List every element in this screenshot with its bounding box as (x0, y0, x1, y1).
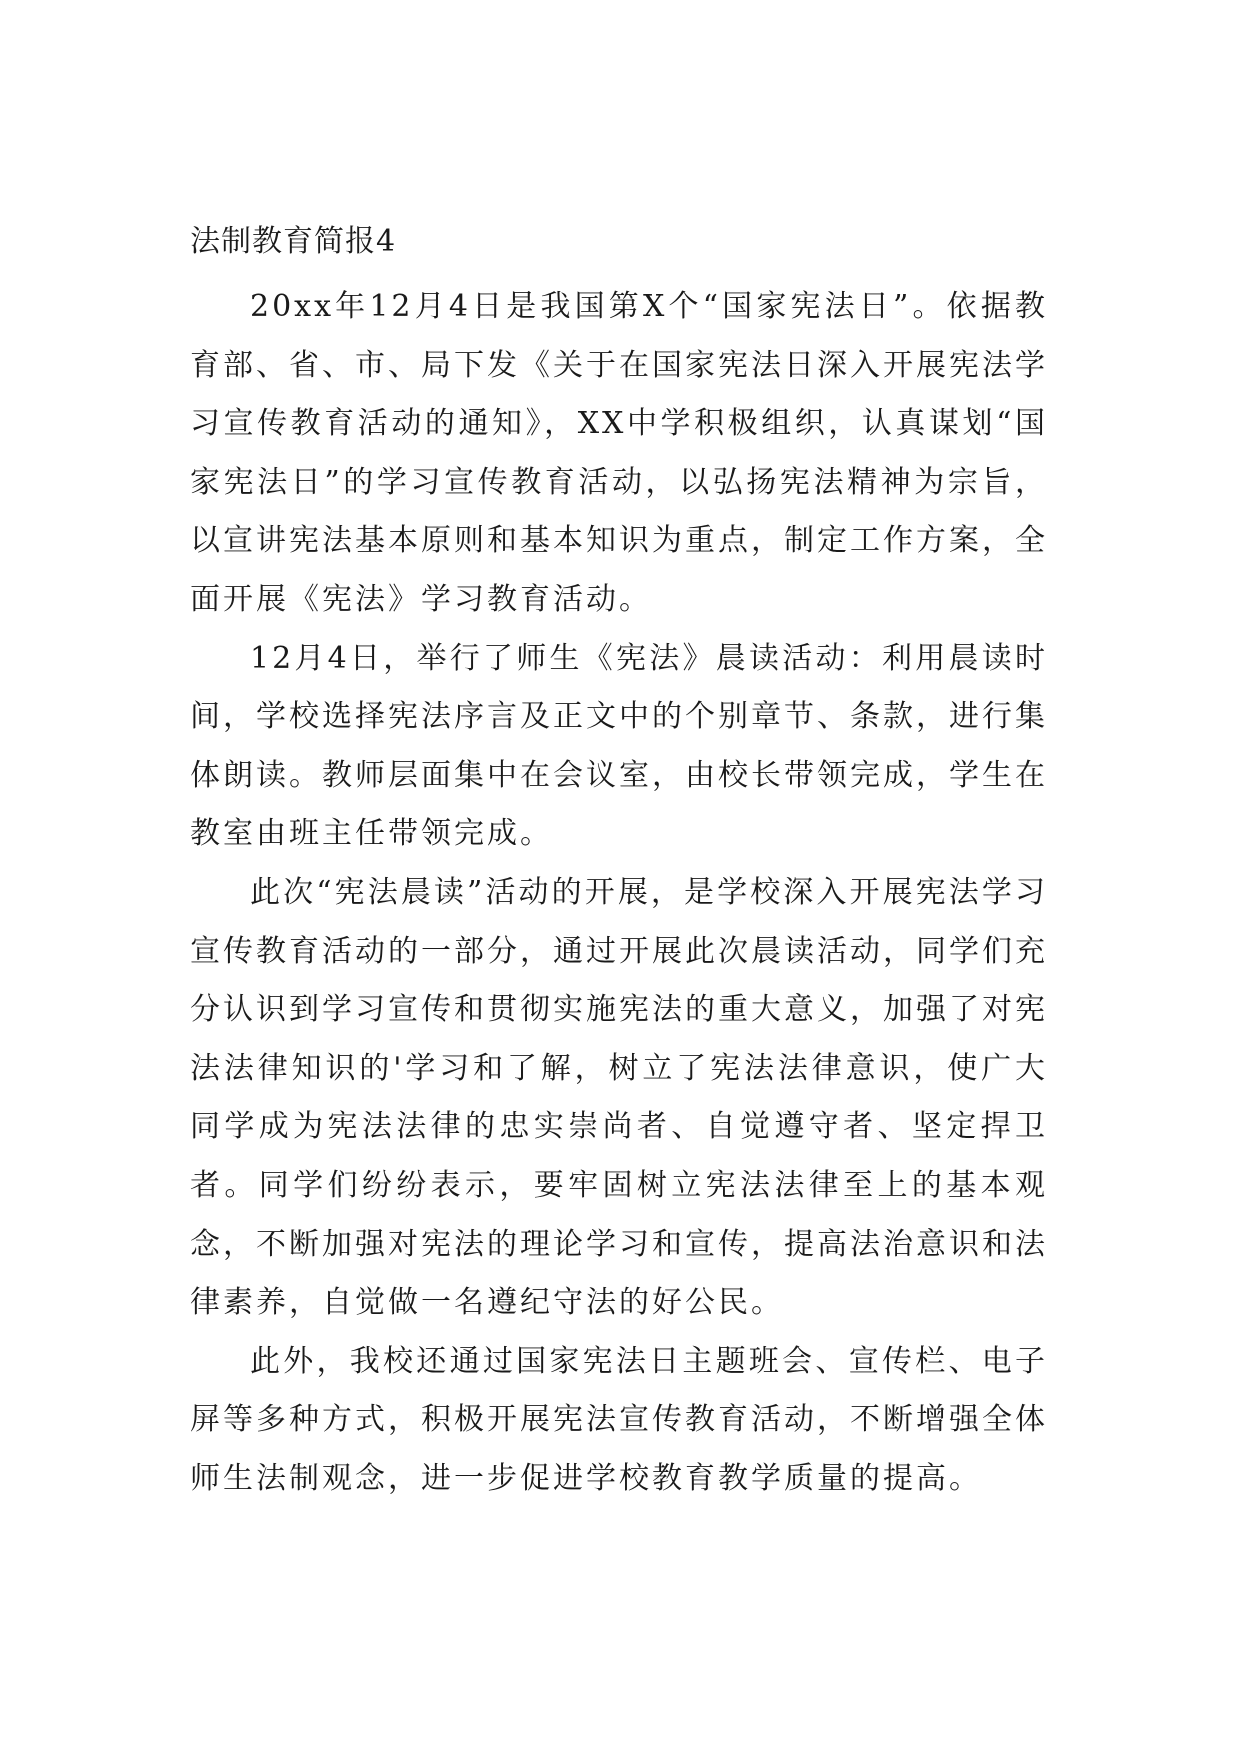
paragraph-activity-significance: 此次“宪法晨读”活动的开展，是学校深入开展宪法学习宣传教育活动的一部分，通过开展此次晨读活动，同学们充分认识到学习宣传和贯彻实施宪法的重大意义，加强了对宪法法律知识的'学习和了解，树立了宪法法律意识，使广大同学成为宪法法律的忠实崇尚者、自觉遵守者、坚定捍卫者。同学们纷纷表示，要牢固树立宪法法律至上的基本观念，不断加强对宪法的理论学习和宣传，提高法治意识和法律素养，自觉做一名遵纪守法的好公民。 (190, 874, 1048, 1321)
document-title: 法制教育简报4 (190, 224, 397, 259)
paragraph-morning-reading: 12月4日，举行了师生《宪法》晨读活动：利用晨读时间，学校选择宪法序言及正文中的个别章节、条款，进行集体朗读。教师层面集中在会议室，由校长带领完成，学生在教室由班主任带领完成。 (190, 640, 1048, 852)
paragraph-other-activities: 此外，我校还通过国家宪法日主题班会、宣传栏、电子屏等多种方式，积极开展宪法宣传教育活动，不断增强全体师生法制观念，进一步促进学校教育教学质量的提高。 (190, 1343, 1048, 1496)
document-body (190, 278, 1048, 1508)
paragraph-constitution-day: 20xx年12月4日是我国第X个“国家宪法日”。依据教育部、省、市、局下发《关于在国家宪法日深入开展宪法学习宣传教育活动的通知》，XX中学积极组织，认真谋划“国家宪法日”的学习宣传教育活动，以弘扬宪法精神为宗旨，以宣讲宪法基本原则和基本知识为重点，制定工作方案，全面开展《宪法》学习教育活动。 (190, 289, 1048, 617)
